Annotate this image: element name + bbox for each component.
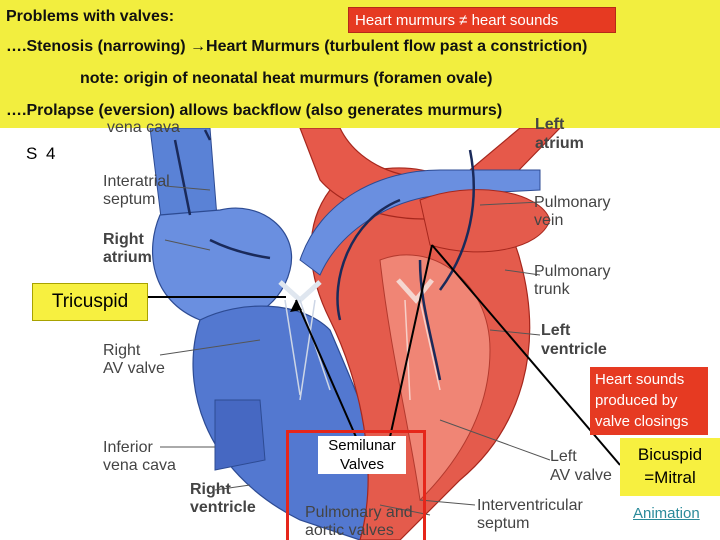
- label-vena-cava: vena cava: [107, 119, 180, 136]
- label-left-atrium-1: Left: [535, 116, 565, 133]
- inferior-vena-cava: [215, 400, 265, 470]
- semilunar-line-1: Semilunar: [328, 437, 396, 454]
- stenosis-line: ….Stenosis (narrowing) →Heart Murmurs (turbulent flow past a constriction): [6, 38, 588, 55]
- prolapse-line: ….Prolapse (eversion) allows backflow (also generates murmurs): [6, 102, 503, 119]
- label-left-ventricle-2: ventricle: [541, 341, 607, 358]
- label-pulm-aortic-1: Pulmonary and: [305, 504, 413, 521]
- semilunar-callout: [318, 436, 406, 474]
- label-pulm-aortic-2: aortic valves: [305, 522, 394, 539]
- label-pulmonary-trunk-2: trunk: [534, 281, 570, 298]
- animation-link[interactable]: Animation: [633, 505, 700, 522]
- label-right-av-1: Right: [103, 342, 141, 359]
- page-title: Problems with valves:: [6, 8, 175, 25]
- bicuspid-callout: [620, 438, 720, 496]
- label-pulmonary-vein-1: Pulmonary: [534, 194, 611, 211]
- label-interventricular-2: septum: [477, 515, 530, 532]
- label-pulmonary-vein-2: vein: [534, 212, 564, 229]
- label-interatrial-1: Interatrial: [103, 173, 170, 190]
- label-right-atrium-1: Right: [103, 231, 144, 248]
- label-inferior-vc-1: Inferior: [103, 439, 153, 456]
- bicuspid-line-2: =Mitral: [644, 468, 696, 487]
- label-left-av-1: Left: [550, 448, 577, 465]
- label-inferior-vc-2: vena cava: [103, 457, 176, 474]
- heart-sounds-callout: Heart sounds produced by valve closings: [590, 367, 708, 435]
- s4-label: S 4: [26, 144, 58, 163]
- label-left-av-2: AV valve: [550, 467, 612, 484]
- label-right-ventricle-2: ventricle: [190, 499, 256, 516]
- label-right-av-2: AV valve: [103, 360, 165, 377]
- label-right-atrium-2: atrium: [103, 249, 152, 266]
- bicuspid-line-1: Bicuspid: [637, 445, 703, 464]
- label-right-ventricle-1: Right: [190, 481, 231, 498]
- label-pulmonary-trunk-1: Pulmonary: [534, 263, 611, 280]
- semilunar-line-2: Valves: [340, 456, 384, 473]
- label-interatrial-2: septum: [103, 191, 156, 208]
- tricuspid-callout: Tricuspid: [32, 283, 148, 321]
- label-left-atrium-2: atrium: [535, 135, 584, 152]
- murmurs-note: Heart murmurs ≠ heart sounds: [348, 7, 616, 33]
- neonatal-note-line: note: origin of neonatal heat murmurs (foramen ovale): [80, 70, 493, 87]
- label-interventricular-1: Interventricular: [477, 497, 583, 514]
- label-left-ventricle-1: Left: [541, 322, 571, 339]
